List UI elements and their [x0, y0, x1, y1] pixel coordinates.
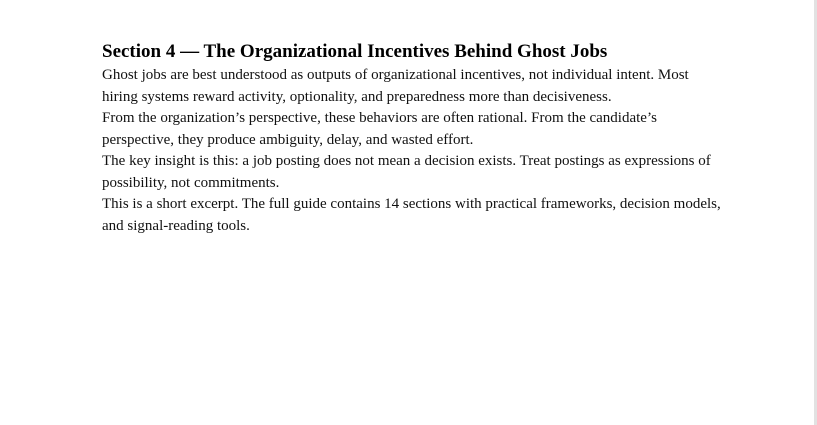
section-title: Section 4 — The Organizational Incentives Behind Ghost Jobs — [102, 41, 608, 62]
paragraph-key-insight: The key insight is this: a job posting does not mean a decision exists. Treat postings as expressions of possibility, not commitments. — [102, 153, 711, 191]
document-content — [102, 39, 722, 237]
paragraph-incentives: Ghost jobs are best understood as outputs of organizational incentives, not individual intent. Most hiring systems reward activity, optionality, and preparedness more than decisiveness. — [102, 67, 689, 105]
paragraph-perspective: From the organization’s perspective, these behaviors are often rational. From the candidate’s perspective, they produce ambiguity, delay, and wasted effort. — [102, 110, 657, 148]
paragraph-excerpt-note: This is a short excerpt. The full guide contains 14 sections with practical frameworks, decision models, and signal-reading tools. — [102, 196, 721, 234]
